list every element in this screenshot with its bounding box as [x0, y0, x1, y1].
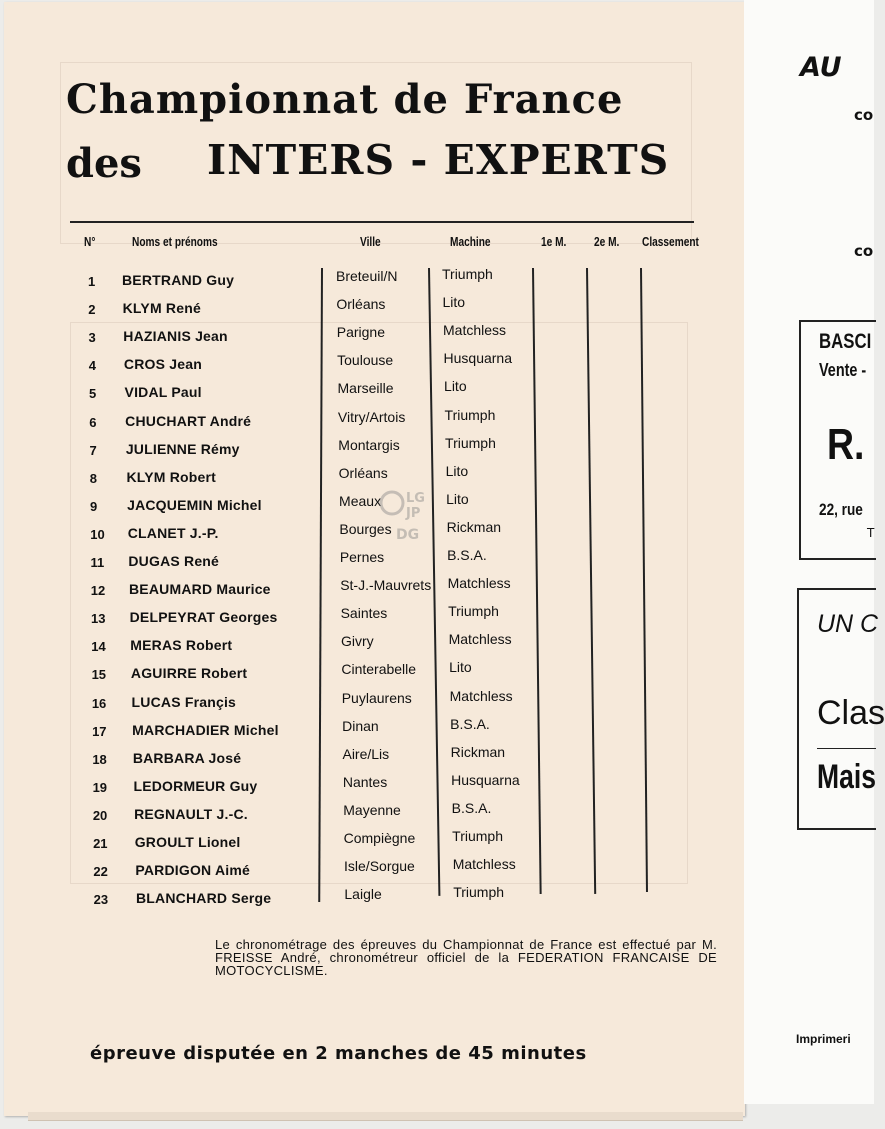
timing-note: Le chronométrage des épreuves du Championnat de France est effectué par M. FREISSE André, chronométreur officiel de la FEDERATION FRANCAISE DE MOTOCYCLISME.: [215, 937, 717, 978]
rider-number: 18: [92, 751, 107, 767]
rider-city: Bourges: [339, 520, 392, 537]
rider-city: Mayenne: [343, 801, 401, 818]
rider-name: GROULT Lionel: [134, 834, 241, 850]
rider-number: 16: [91, 695, 107, 711]
adjacent-ad-heading: UN C: [817, 610, 879, 638]
rider-machine: Lito: [444, 378, 467, 395]
rider-machine: B.S.A.: [451, 799, 492, 816]
adjacent-ad-title: BASCI: [819, 330, 872, 353]
rider-name: CLANET J.-P.: [127, 524, 219, 541]
rider-city: Vitry/Artois: [337, 408, 406, 425]
rider-machine: Husquarna: [451, 771, 520, 788]
rider-city: Givry: [340, 633, 374, 650]
rider-machine: Triumph: [452, 828, 503, 844]
rider-name: BEAUMARD Maurice: [129, 581, 271, 598]
rider-city: Orléans: [336, 296, 386, 313]
rider-number: 8: [89, 470, 98, 486]
adjacent-ad-rule: [817, 748, 876, 749]
title-line-2-main: INTERS - EXPERTS: [207, 136, 670, 184]
rider-name: PARDIGON Aimé: [135, 862, 250, 879]
rider-name: CROS Jean: [123, 356, 202, 373]
rider-city: Saintes: [340, 605, 388, 622]
rider-machine: Rickman: [446, 518, 502, 535]
rider-name: MERAS Robert: [130, 637, 233, 654]
rider-machine: Lito: [446, 490, 469, 507]
adjacent-text: co: [854, 242, 874, 260]
rider-number: 5: [89, 386, 97, 402]
adjacent-printer-credit: Imprimeri: [796, 1032, 851, 1046]
rider-number: 13: [91, 611, 106, 627]
rider-city: Compiègne: [343, 830, 416, 846]
header-rule: [70, 221, 694, 223]
rider-city: Parigne: [336, 324, 386, 341]
rider-machine: B.S.A.: [447, 547, 487, 563]
rider-city: Marseille: [337, 380, 394, 397]
rider-name: DUGAS René: [128, 553, 220, 569]
adjacent-ad-text: Clas: [817, 694, 885, 732]
rider-number: 11: [90, 555, 105, 570]
rider-machine: Triumph: [445, 434, 496, 451]
col-header-second-heat: 2e M.: [594, 234, 620, 249]
rider-number: 20: [92, 807, 108, 823]
adjacent-ad-address: 22, rue: [819, 500, 863, 519]
svg-text:JP: JP: [406, 506, 421, 521]
rider-number: 3: [88, 330, 96, 346]
rider-machine: Matchless: [449, 687, 513, 704]
adjacent-page: [744, 0, 885, 1104]
rider-city: St-J.-Mauvrets: [340, 577, 432, 594]
rider-number: 1: [88, 274, 96, 289]
adjacent-ad-box: [797, 588, 885, 830]
rider-machine: Matchless: [443, 322, 507, 339]
rider-number: 10: [90, 526, 105, 542]
rider-name: BERTRAND Guy: [122, 272, 235, 288]
rider-city: Puylaurens: [341, 689, 412, 706]
col-header-no: N°: [84, 234, 96, 249]
rider-name: AGUIRRE Robert: [130, 665, 248, 682]
rider-name: VIDAL Paul: [124, 384, 202, 401]
rider-machine: Husquarna: [443, 350, 513, 367]
rider-city: Isle/Sorgue: [344, 858, 415, 875]
title-line-2-prefix: des: [66, 140, 142, 187]
adjacent-ad-initial: R.: [827, 420, 865, 469]
rider-machine: Triumph: [442, 266, 493, 282]
col-header-ranking: Classement: [642, 234, 699, 249]
adjacent-ad-phone: T: [867, 526, 875, 540]
rider-name: BLANCHARD Serge: [136, 890, 272, 907]
rider-city: Nantes: [342, 773, 388, 790]
adjacent-heading: AU: [800, 52, 842, 83]
rider-name: KLYM Robert: [126, 468, 217, 485]
bleed-through-frame: [70, 322, 688, 884]
rider-number: 19: [92, 779, 108, 795]
rider-city: Cinterabelle: [341, 661, 417, 678]
stamp-watermark: [374, 487, 436, 545]
svg-text:DG: DG: [396, 527, 420, 543]
adjacent-text: co: [854, 106, 874, 124]
rider-name: JACQUEMIN Michel: [127, 496, 262, 513]
rider-number: 4: [88, 358, 96, 374]
rider-city: Toulouse: [337, 352, 394, 369]
rider-number: 2: [88, 302, 96, 318]
rider-city: Laigle: [344, 886, 382, 903]
adjacent-ad-text: Mais: [817, 758, 876, 796]
page-stack-edge: [28, 1112, 743, 1121]
rider-city: Breteuil/N: [336, 268, 398, 284]
rider-city: Aire/Lis: [342, 745, 390, 762]
rider-number: 6: [89, 414, 97, 430]
rider-machine: Matchless: [447, 575, 511, 592]
col-header-names: Noms et prénoms: [132, 234, 218, 249]
rider-city: Dinan: [342, 717, 379, 734]
rider-name: KLYM René: [122, 300, 201, 317]
col-header-city: Ville: [360, 234, 381, 249]
rider-machine: Lito: [442, 294, 466, 311]
rider-number: 23: [93, 892, 109, 908]
title-line-1: Championnat de France: [66, 76, 624, 123]
rider-machine: Matchless: [448, 631, 512, 648]
rider-machine: Triumph: [453, 884, 505, 901]
rider-name: LUCAS Françis: [131, 693, 237, 710]
rider-machine: Rickman: [450, 743, 506, 760]
rider-name: HAZIANIS Jean: [123, 328, 228, 345]
rider-machine: Triumph: [444, 406, 496, 423]
rider-city: Montargis: [338, 436, 400, 453]
rider-name: CHUCHART André: [125, 412, 252, 429]
rider-number: 21: [93, 836, 108, 851]
rider-machine: Triumph: [448, 603, 499, 620]
rider-city: Orléans: [338, 464, 388, 481]
rider-number: 14: [91, 639, 106, 655]
rider-number: 15: [91, 667, 107, 683]
rider-number: 7: [89, 442, 97, 458]
adjacent-ad-box: [799, 320, 876, 560]
rider-name: DELPEYRAT Georges: [129, 609, 278, 626]
rider-number: 12: [90, 583, 106, 599]
rider-name: BARBARA José: [132, 749, 242, 766]
rider-city: Meaux: [339, 492, 382, 509]
rider-number: 17: [92, 723, 107, 739]
program-page: [4, 2, 745, 1116]
rider-number: 9: [90, 498, 98, 514]
race-format-footer: épreuve disputée en 2 manches de 45 minutes: [90, 1043, 587, 1064]
rider-machine: Lito: [449, 659, 472, 676]
rider-machine: Lito: [445, 462, 469, 479]
rider-city: Pernes: [339, 549, 385, 565]
rider-machine: B.S.A.: [450, 715, 490, 732]
rider-name: LEDORMEUR Guy: [133, 777, 258, 794]
rider-name: REGNAULT J.-C.: [134, 805, 248, 822]
rider-name: JULIENNE Rémy: [125, 440, 240, 457]
col-header-first-heat: 1e M.: [541, 234, 567, 249]
rider-machine: Matchless: [452, 856, 516, 873]
svg-text:LG: LG: [406, 491, 425, 506]
rider-number: 22: [93, 864, 108, 880]
adjacent-ad-subtitle: Vente -: [819, 360, 867, 380]
col-header-machine: Machine: [450, 234, 491, 249]
rider-name: MARCHADIER Michel: [132, 721, 279, 738]
